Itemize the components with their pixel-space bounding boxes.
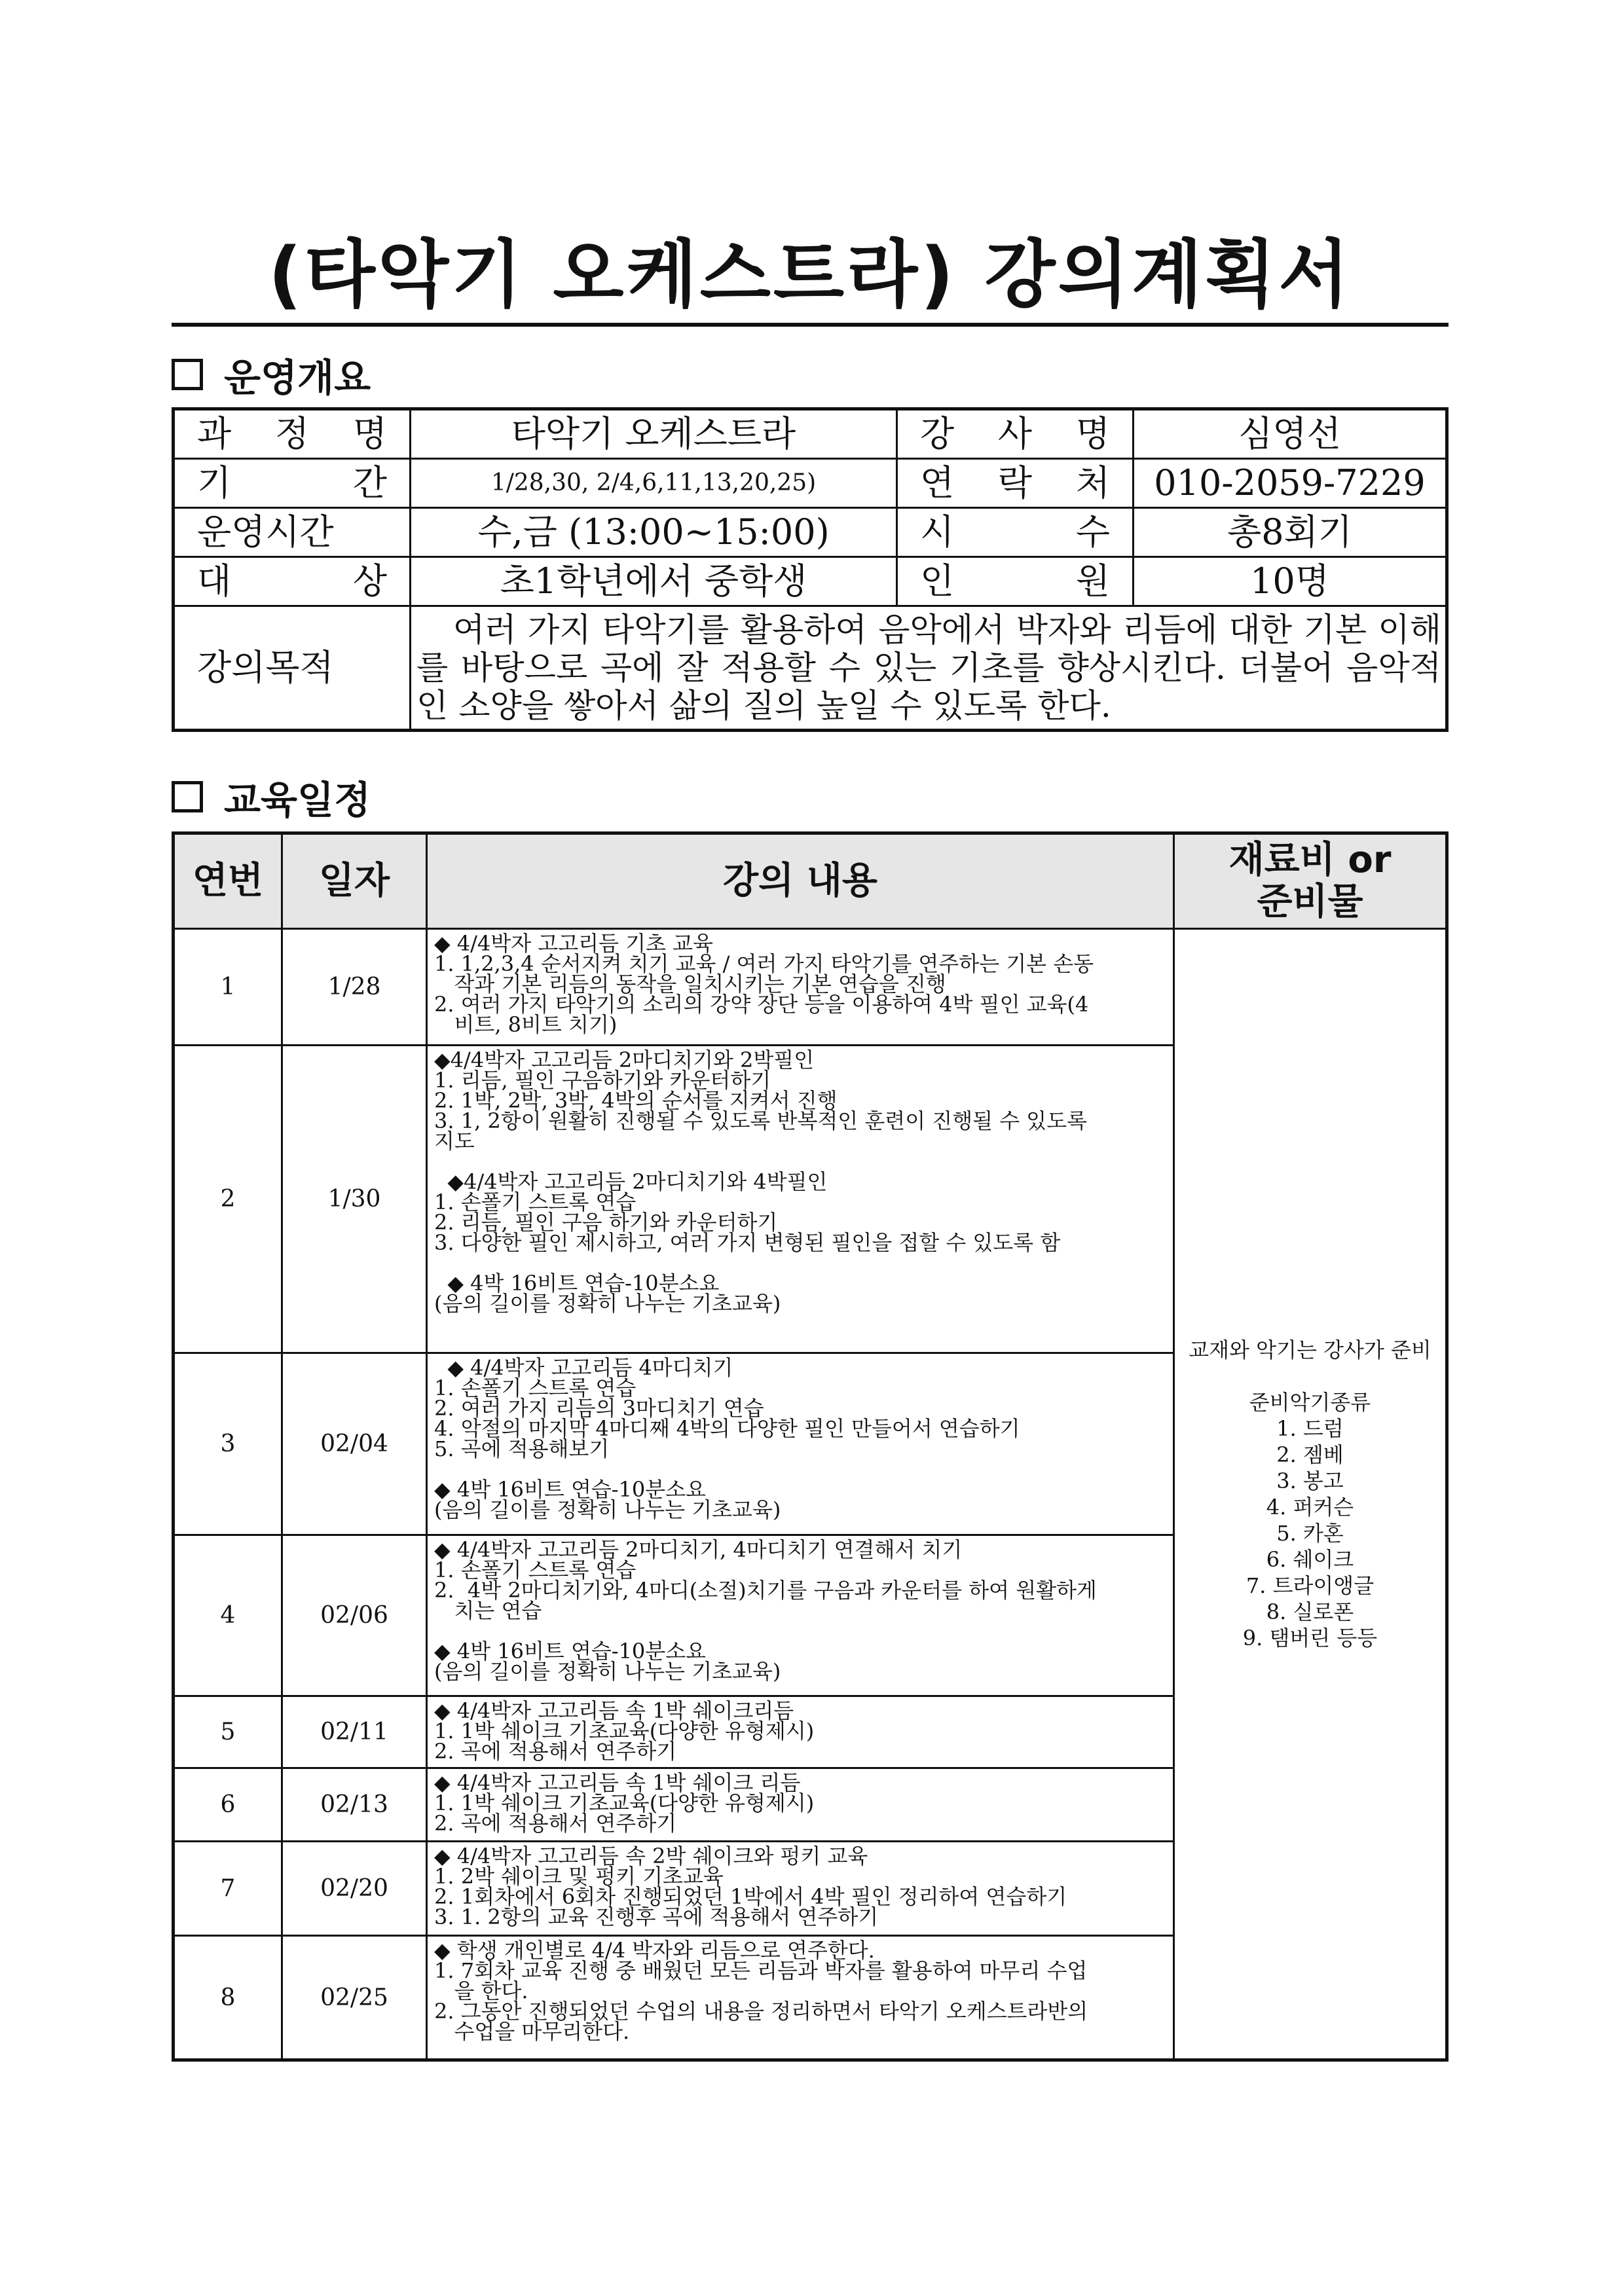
content-line: 2. 그동안 진행되었던 수업의 내용을 정리하면서 타악기 오케스트라반의 [434, 1999, 1088, 2024]
header-date: 일자 [282, 833, 427, 929]
content-line: 1. 1박 쉐이크 기초교육(다양한 유형제시) [434, 1719, 815, 1743]
checkbox-icon [172, 359, 203, 390]
content-line: ◆ 4박 16비트 연습-10분소요 [434, 1639, 707, 1664]
instructor-value: 심영선 [1134, 409, 1447, 459]
sessions-value: 총8회기 [1134, 508, 1447, 557]
row-date: 02/13 [282, 1768, 427, 1842]
materials-item: 4. 퍼커슨 [1266, 1495, 1354, 1520]
content-line: ◆4/4박자 고고리듬 2마디치기와 2박필인 [434, 1048, 815, 1072]
row-number: 8 [174, 1936, 282, 2060]
content-line: ◆ 4박 16비트 연습-10분소요 [434, 1477, 707, 1502]
row-number: 2 [174, 1046, 282, 1353]
overview-row [174, 606, 1447, 731]
content-line: 1. 7회차 교육 진행 중 배웠던 모든 리듬과 박자를 활용하여 마무리 수업 [434, 1958, 1088, 1983]
row-date: 02/11 [282, 1696, 427, 1768]
content-line: 2. 리듬, 필인 구음 하기와 카운터하기 [434, 1210, 778, 1235]
materials-title: 준비악기종류 [1249, 1390, 1371, 1415]
content-line: ◆ 4/4박자 고고리듬 기초 교육 [434, 931, 713, 956]
header-materials: 재료비 or 준비물 [1174, 833, 1447, 929]
row-date: 02/06 [282, 1535, 427, 1696]
row-number: 6 [174, 1768, 282, 1842]
hours-label: 운영시간 [174, 508, 411, 557]
content-line: 2. 곡에 적용해서 연주하기 [434, 1739, 677, 1764]
row-number: 5 [174, 1696, 282, 1768]
contact-label: 연 락 처 [897, 459, 1134, 508]
content-line: 2. 여러 가지 리듬의 3마디치기 연습 [434, 1396, 764, 1421]
row-content [427, 1842, 1174, 1936]
content-line: 2. 4박 2마디치기와, 4마디(소절)치기를 구음과 카운터를 하여 원활하게 [434, 1578, 1097, 1603]
row-content [427, 929, 1174, 1046]
purpose-value: 여러 가지 타악기를 활용하여 음악에서 박자와 리듬에 대한 기본 이해를 바탕으로 곡에 잘 적용할 수 있는 기초를 향상시킨다. 더불어 음악적인 소양을 쌓아서 삶의 질의 높일 수 있도록 한다. [411, 606, 1447, 731]
overview-row [174, 557, 1447, 606]
purpose-label: 강의목적 [174, 606, 411, 731]
overview-row [174, 409, 1447, 459]
materials-item: 9. 탬버린 등등 [1242, 1626, 1378, 1650]
period-label: 기 간 [174, 459, 411, 508]
content-line: ◆ 4/4박자 고고리듬 4마디치기 [434, 1355, 733, 1380]
content-line: 2. 1박, 2박, 3박, 4박의 순서를 지켜서 진행 [434, 1088, 838, 1113]
content-line: 2. 1회차에서 6회차 진행되었던 1박에서 4박 필인 정리하여 연습하기 [434, 1884, 1067, 1909]
contact-value: 010-2059-7229 [1134, 459, 1447, 508]
content-line: 1. 손폴기 스트록 연습 [434, 1558, 637, 1582]
section-overview-heading [172, 347, 371, 402]
hours-value: 수,금 (13:00~15:00) [411, 508, 897, 557]
materials-cell [1174, 929, 1447, 2060]
content-line: 지도 [434, 1129, 475, 1154]
content-line: 2. 곡에 적용해서 연주하기 [434, 1811, 677, 1836]
content-line: ◆4/4박자 고고리듬 2마디치기와 4박필인 [434, 1169, 828, 1194]
materials-item: 5. 카혼 [1276, 1521, 1344, 1546]
target-label: 대 상 [174, 557, 411, 606]
content-line: 1. 손폴기 스트록 연습 [434, 1190, 637, 1214]
content-line: 4. 악절의 마지막 4마디째 4박의 다양한 필인 만들어서 연습하기 [434, 1416, 1020, 1441]
sessions-label: 시 수 [897, 508, 1134, 557]
row-content [427, 1046, 1174, 1353]
row-date: 02/04 [282, 1353, 427, 1535]
table-row [174, 929, 1447, 1046]
row-content [427, 1768, 1174, 1842]
header-num: 연번 [174, 833, 282, 929]
row-number: 1 [174, 929, 282, 1046]
content-line: ◆ 4박 16비트 연습-10분소요 [434, 1271, 720, 1296]
section-schedule-label: 교육일정 [224, 778, 371, 822]
section-schedule-heading [172, 769, 371, 824]
materials-item: 6. 쉐이크 [1266, 1547, 1354, 1572]
overview-row [174, 508, 1447, 557]
content-line: ◆ 학생 개인별로 4/4 박자와 리듬으로 연주한다. [434, 1938, 875, 1963]
row-number: 3 [174, 1353, 282, 1535]
row-content [427, 1936, 1174, 2060]
materials-item: 2. 젬베 [1276, 1442, 1344, 1467]
schedule-header-row [174, 833, 1447, 929]
content-line: (음의 길이를 정확히 나누는 기초교육) [434, 1291, 781, 1316]
content-line: 2. 여러 가지 타악기의 소리의 강약 장단 등을 이용하여 4박 필인 교육(4 [434, 992, 1089, 1017]
content-line: 을 한다. [434, 1978, 528, 2003]
materials-item: 7. 트라이앵글 [1246, 1573, 1375, 1598]
content-line: ◆ 4/4박자 고고리듬 속 1박 쉐이크 리듬 [434, 1770, 801, 1795]
content-line: 3. 1, 2항이 원활히 진행될 수 있도록 반복적인 훈련이 진행될 수 있도록 [434, 1108, 1088, 1133]
instructor-label: 강 사 명 [897, 409, 1134, 459]
materials-item: 1. 드럼 [1276, 1416, 1344, 1441]
content-line: 작과 기본 리듬의 동작을 일치시키는 기본 연습을 진행 [434, 972, 946, 996]
row-number: 4 [174, 1535, 282, 1696]
course-label: 과 정 명 [174, 409, 411, 459]
title-underline [172, 323, 1449, 327]
row-date: 1/30 [282, 1046, 427, 1353]
content-line: 비트, 8비트 치기) [434, 1012, 618, 1037]
target-value: 초1학년에서 중학생 [411, 557, 897, 606]
materials-note: 교재와 악기는 강사가 준비 [1189, 1338, 1431, 1362]
row-content [427, 1535, 1174, 1696]
content-line: 3. 다양한 필인 제시하고, 여러 가지 변형된 필인을 접할 수 있도록 함 [434, 1230, 1061, 1255]
content-line: (음의 길이를 정확히 나누는 기초교육) [434, 1659, 781, 1684]
content-line: 1. 손폴기 스트록 연습 [434, 1376, 637, 1400]
row-date: 02/25 [282, 1936, 427, 2060]
content-line: 3. 1. 2항의 교육 진행후 곡에 적용해서 연주하기 [434, 1904, 879, 1929]
content-line: 1. 2박 쉐이크 및 펑키 기초교육 [434, 1864, 724, 1889]
content-line: (음의 길이를 정확히 나누는 기초교육) [434, 1497, 781, 1522]
content-line: 5. 곡에 적용해보기 [434, 1436, 610, 1461]
page-title: (타악기 오케스트라) 강의계획서 [268, 232, 1352, 318]
period-value: 1/28,30, 2/4,6,11,13,20,25) [411, 459, 897, 508]
header-content: 강의 내용 [427, 833, 1174, 929]
content-line: ◆ 4/4박자 고고리듬 속 1박 쉐이크리듬 [434, 1698, 794, 1723]
row-date: 1/28 [282, 929, 427, 1046]
content-line: ◆ 4/4박자 고고리듬 2마디치기, 4마디치기 연결해서 치기 [434, 1537, 963, 1562]
section-overview-label: 운영개요 [224, 355, 371, 400]
overview-row [174, 459, 1447, 508]
checkbox-icon [172, 781, 203, 812]
row-content [427, 1353, 1174, 1535]
materials-item: 8. 실로폰 [1266, 1599, 1354, 1624]
row-date: 02/20 [282, 1842, 427, 1936]
row-content [427, 1696, 1174, 1768]
content-line: ◆ 4/4박자 고고리듬 속 2박 쉐이크와 펑키 교육 [434, 1844, 868, 1868]
capacity-value: 10명 [1134, 557, 1447, 606]
schedule-table [172, 831, 1449, 2062]
materials-item: 3. 봉고 [1276, 1468, 1344, 1493]
row-number: 7 [174, 1842, 282, 1936]
content-line: 치는 연습 [434, 1598, 542, 1623]
capacity-label: 인 원 [897, 557, 1134, 606]
content-line: 1. 리듬, 필인 구음하기와 카운터하기 [434, 1068, 771, 1093]
content-line: 1. 1박 쉐이크 기초교육(다양한 유형제시) [434, 1791, 815, 1815]
content-line: 1. 1,2,3,4 순서지켜 치기 교육 / 여러 가지 타악기를 연주하는 기본 손동 [434, 951, 1094, 976]
content-line: 수업을 마무리한다. [434, 2019, 630, 2044]
overview-table [172, 407, 1449, 732]
schedule-body [174, 929, 1447, 2060]
course-value: 타악기 오케스트라 [411, 409, 897, 459]
